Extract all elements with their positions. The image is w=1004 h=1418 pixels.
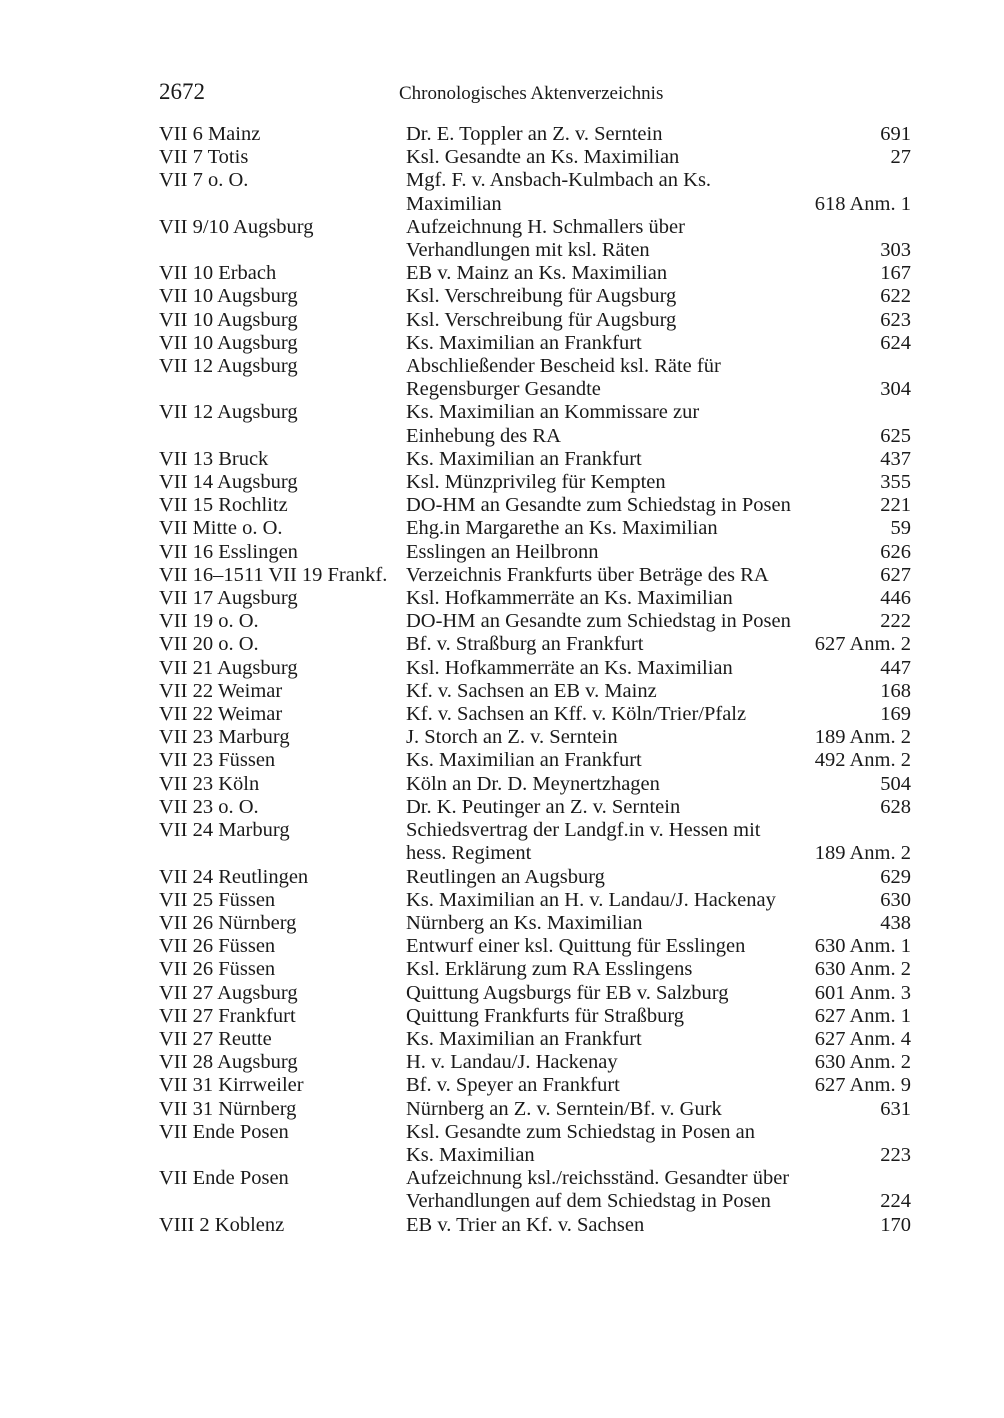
entry-description-line: Aufzeichnung H. Schmallers über [406,215,685,238]
entry-reference: 223 [880,1143,911,1166]
entry-date: VII 10 Erbach [159,262,277,285]
entry-row [159,262,911,285]
entry-date: VII 25 Füssen [159,888,276,911]
entry-date: VII 7 Totis [159,146,249,169]
entry-row [159,309,911,332]
entry-description-line: Mgf. F. v. Ansbach-Kulmbach an Ks. [406,169,712,192]
entry-description [406,123,874,146]
entry-date: VII 22 Weimar [159,703,283,726]
entry-row [159,1214,911,1237]
entry-reference: 168 [880,679,911,702]
entry-description [406,819,809,865]
entry-reference: 27 [890,146,911,169]
entry-row [159,749,911,772]
entry-description-line: hess. Regiment [406,842,532,865]
entry-description-line: Reutlingen an Augsburg [406,865,605,888]
entry-description [406,517,885,540]
entry-row [159,471,911,494]
entry-reference: 626 [880,540,911,563]
entry-description [406,285,874,308]
entry-description [406,587,874,610]
entry-description [406,332,874,355]
entry-date: VII 12 Augsburg [159,401,298,424]
entry-description [406,610,874,633]
entry-reference: 224 [880,1190,911,1213]
entry-reference: 630 Anm. 2 [814,1051,911,1074]
entry-row [159,866,911,889]
entry-date: VII 12 Augsburg [159,355,298,378]
entry-reference: 601 Anm. 3 [814,981,911,1004]
entry-description-line: Verhandlungen mit ksl. Räten [406,239,650,262]
entry-date: VII 26 Füssen [159,958,276,981]
entry-date: VII 24 Reutlingen [159,865,309,888]
entry-description [406,216,874,262]
entry-description-line: Verhandlungen auf dem Schiedstag in Posen [406,1190,771,1213]
entry-description-line: Aufzeichnung ksl./reichsständ. Gesandter über [406,1167,790,1190]
entry-reference: 625 [880,424,911,447]
entry-date: VII 27 Augsburg [159,981,298,1004]
entry-reference: 189 Anm. 2 [814,726,911,749]
entry-date: VII 31 Kirrweiler [159,1074,304,1097]
entry-description [406,401,874,447]
entry-description [406,448,874,471]
entry-description [406,309,874,332]
page-number: 2672 [159,79,205,104]
entry-description-line: Maximilian [406,192,502,215]
entry-description [406,1028,809,1051]
entry-date: VII 6 Mainz [159,123,261,145]
entry-row [159,1051,911,1074]
entry-description [406,680,874,703]
entry-reference: 622 [880,285,911,308]
entry-description-line: Ks. Maximilian an Frankfurt [406,1027,642,1050]
entry-description-line: DO-HM an Gesandte zum Schiedstag in Posen [406,494,791,517]
entry-date: VII 10 Augsburg [159,308,298,331]
entry-date: VII 26 Füssen [159,935,276,958]
entry-date: VII 22 Weimar [159,679,283,702]
entry-description [406,773,874,796]
entry-description [406,958,809,981]
entry-row [159,657,911,680]
entry-row [159,633,911,656]
entry-reference: 221 [880,494,911,517]
entry-description [406,1098,874,1121]
entry-description [406,935,809,958]
entry-description [406,1005,809,1028]
entry-row [159,773,911,796]
entry-description-line: Köln an Dr. D. Meynertzhagen [406,772,660,795]
entry-description-line: Quittung Frankfurts für Straßburg [406,1004,685,1027]
entry-reference: 492 Anm. 2 [814,749,911,772]
entry-description-line: Quittung Augsburgs für EB v. Salzburg [406,981,729,1004]
entry-row [159,401,911,447]
entry-description-line: Bf. v. Straßburg an Frankfurt [406,633,644,656]
entry-date: VII 7 o. O. [159,169,249,192]
entry-date: VII 23 Köln [159,772,260,795]
entry-reference: 437 [880,447,911,470]
entry-date: VII 19 o. O. [159,610,259,633]
entry-description [406,749,809,772]
entry-description-line: Nürnberg an Ks. Maximilian [406,911,643,934]
entry-row [159,494,911,517]
entry-description [406,912,874,935]
entry-reference: 631 [880,1097,911,1120]
entry-date: VII Ende Posen [159,1120,289,1143]
entry-date: VII 20 o. O. [159,633,259,656]
entry-row [159,703,911,726]
entry-description [406,541,874,564]
entry-reference: 628 [880,795,911,818]
entry-description [406,1214,874,1237]
entry-row [159,355,911,401]
entry-row [159,216,911,262]
entry-row [159,1167,911,1213]
entry-reference: 303 [880,239,911,262]
entry-description-line: Ks. Maximilian an Frankfurt [406,331,642,354]
entry-date: VII 27 Reutte [159,1027,272,1050]
entry-date: VII 17 Augsburg [159,587,298,610]
entry-description-line: Ksl. Hofkammerräte an Ks. Maximilian [406,587,733,610]
entry-reference: 189 Anm. 2 [814,842,911,865]
entry-row [159,1005,911,1028]
entry-date: VII 13 Bruck [159,447,269,470]
entry-date: VII 23 o. O. [159,795,259,818]
chronological-entry-list [159,123,911,1237]
entry-row [159,1121,911,1167]
entry-row [159,680,911,703]
entry-row [159,796,911,819]
entry-description-line: EB v. Mainz an Ks. Maximilian [406,262,668,285]
entry-row [159,564,911,587]
entry-row [159,1028,911,1051]
entry-reference: 446 [880,587,911,610]
entry-date: VII 21 Augsburg [159,656,298,679]
entry-description-line: Ks. Maximilian an H. v. Landau/J. Hackenay [406,888,776,911]
entry-description-line: EB v. Trier an Kf. v. Sachsen [406,1213,645,1236]
entry-description-line: Ks. Maximilian an Kommissare zur [406,401,700,424]
entry-description-line: Ksl. Gesandte zum Schiedstag in Posen an [406,1120,756,1143]
entry-reference: 170 [880,1213,911,1236]
entry-description-line: Ksl. Verschreibung für Augsburg [406,308,677,331]
entry-date: VII 24 Marburg [159,819,290,842]
entry-reference: 504 [880,772,911,795]
entry-date: VII 15 Rochlitz [159,494,288,517]
entry-description-line: Ks. Maximilian an Frankfurt [406,749,642,772]
entry-description [406,1121,874,1167]
entry-date: VII 28 Augsburg [159,1051,298,1074]
entry-date: VII 31 Nürnberg [159,1097,297,1120]
entry-reference: 355 [880,471,911,494]
entry-row [159,912,911,935]
entry-date: VII 23 Füssen [159,749,276,772]
entry-row [159,123,911,146]
entry-description-line: DO-HM an Gesandte zum Schiedstag in Posen [406,610,791,633]
entry-description [406,494,874,517]
entry-reference: 447 [880,656,911,679]
entry-description [406,1074,809,1097]
entry-reference: 438 [880,911,911,934]
entry-description-line: Dr. K. Peutinger an Z. v. Serntein [406,795,681,818]
entry-reference: 627 Anm. 9 [814,1074,911,1097]
entry-description-line: Kf. v. Sachsen an Kff. v. Köln/Trier/Pfalz [406,703,747,726]
entry-description-line: Bf. v. Speyer an Frankfurt [406,1074,620,1097]
entry-reference: 618 Anm. 1 [814,192,911,215]
entry-description-line: Verzeichnis Frankfurts über Beträge des RA [406,563,769,586]
entry-row [159,146,911,169]
entry-description-line: Ksl. Hofkammerräte an Ks. Maximilian [406,656,733,679]
entry-description [406,169,809,215]
entry-description [406,1051,809,1074]
entry-row [159,1074,911,1097]
entry-description-line: H. v. Landau/J. Hackenay [406,1051,618,1074]
entry-description-line: Ks. Maximilian an Frankfurt [406,447,642,470]
entry-row [159,448,911,471]
entry-description [406,262,874,285]
entry-description-line: Abschließender Bescheid ksl. Räte für [406,355,721,378]
entry-reference: 59 [890,517,911,540]
entry-row [159,169,911,215]
entry-date: VII 10 Augsburg [159,331,298,354]
entry-description-line: Entwurf einer ksl. Quittung für Esslingen [406,935,746,958]
entry-reference: 627 Anm. 2 [814,633,911,656]
entry-reference: 623 [880,308,911,331]
entry-description [406,703,874,726]
entry-description-line: Einhebung des RA [406,424,561,447]
entry-row [159,819,911,865]
entry-row [159,517,911,540]
entry-description-line: Kf. v. Sachsen an EB v. Mainz [406,679,657,702]
entry-description-line: Ksl. Verschreibung für Augsburg [406,285,677,308]
entry-description [406,355,874,401]
entry-date: VIII 2 Koblenz [159,1213,285,1236]
entry-reference: 627 Anm. 4 [814,1027,911,1050]
entry-description-line: Ksl. Gesandte an Ks. Maximilian [406,146,680,169]
entry-date: VII Ende Posen [159,1167,289,1190]
entry-description-line: Esslingen an Heilbronn [406,540,599,563]
entry-date: VII 16 Esslingen [159,540,298,563]
entry-date: VII 27 Frankfurt [159,1004,296,1027]
entry-row [159,610,911,633]
entry-row [159,1098,911,1121]
entry-row [159,726,911,749]
entry-reference: 304 [880,378,911,401]
entry-description [406,146,885,169]
entry-description-line: Dr. E. Toppler an Z. v. Serntein [406,123,663,145]
entry-reference: 222 [880,610,911,633]
entry-description-line: Regensburger Gesandte [406,378,601,401]
entry-description [406,796,874,819]
entry-description-line: Ksl. Erklärung zum RA Esslingens [406,958,693,981]
entry-reference: 629 [880,865,911,888]
entry-description [406,982,809,1005]
entry-reference: 630 Anm. 2 [814,958,911,981]
entry-date: VII 10 Augsburg [159,285,298,308]
entry-date: VII 23 Marburg [159,726,290,749]
entry-row [159,935,911,958]
entry-reference: 630 Anm. 1 [814,935,911,958]
entry-description [406,726,809,749]
entry-description-line: Ks. Maximilian [406,1143,535,1166]
entry-reference: 630 [880,888,911,911]
entry-row [159,332,911,355]
running-title: Chronologisches Aktenverzeichnis [399,83,664,104]
entry-description [406,1167,874,1213]
entry-date: VII Mitte o. O. [159,517,283,540]
entry-description [406,471,874,494]
entry-date: VII 26 Nürnberg [159,911,297,934]
page-header [159,78,911,106]
entry-reference: 691 [880,123,911,145]
entry-reference: 627 [880,563,911,586]
entry-row [159,587,911,610]
entry-description [406,564,874,587]
entry-description [406,866,874,889]
entry-description [406,657,874,680]
entry-description-line: Ksl. Münzprivileg für Kempten [406,471,666,494]
entry-reference: 624 [880,331,911,354]
entry-description-line: Ehg.in Margarethe an Ks. Maximilian [406,517,718,540]
entry-row [159,285,911,308]
entry-description-line: Nürnberg an Z. v. Serntein/Bf. v. Gurk [406,1097,722,1120]
entry-reference: 167 [880,262,911,285]
entry-row [159,958,911,981]
entry-date: VII 14 Augsburg [159,471,298,494]
entry-description-line: J. Storch an Z. v. Serntein [406,726,618,749]
entry-description-line: Schiedsvertrag der Landgf.in v. Hessen mit [406,819,761,842]
entry-date: VII 16–1511 VII 19 Frankf. [159,563,388,586]
entry-description [406,889,874,912]
entry-date: VII 9/10 Augsburg [159,215,314,238]
entry-reference: 627 Anm. 1 [814,1004,911,1027]
entry-row [159,541,911,564]
entry-row [159,889,911,912]
entry-reference: 169 [880,703,911,726]
entry-row [159,982,911,1005]
entry-description [406,633,809,656]
